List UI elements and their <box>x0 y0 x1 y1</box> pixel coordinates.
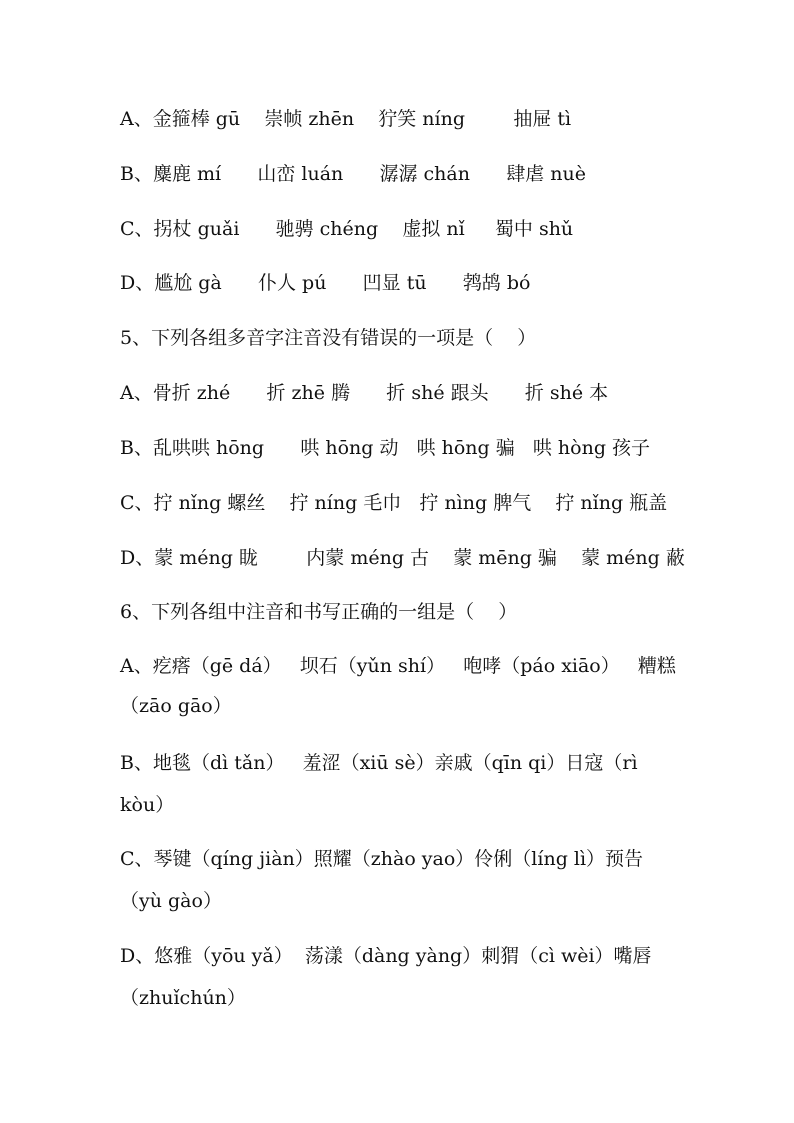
option-text: 地毯（dì tǎn） 羞涩（xiū sè）亲戚（qīn qi）日寇（rì kòu） <box>120 752 638 816</box>
q4-option-a <box>120 108 680 130</box>
option-label: B、 <box>120 752 153 774</box>
q5-option-a <box>120 382 680 404</box>
option-text: 悠雅（yōu yǎ） 荡漾（dàng yàng）刺猬（cì wèi）嘴唇（zhuǐchún） <box>120 945 652 1009</box>
option-label: C、 <box>120 848 154 870</box>
option-label: D、 <box>120 272 155 294</box>
option-label: C、 <box>120 492 154 514</box>
option-text: 乱哄哄 hōng 哄 hōng 动 哄 hōng 骗 哄 hòng 孩子 <box>152 437 651 459</box>
option-label: C、 <box>120 218 154 240</box>
q6-option-a <box>120 646 680 726</box>
option-text: 琴键（qíng jiàn）照耀（zhào yao）伶俐（líng lì）预告（yù gào） <box>120 848 644 912</box>
q5-stem: 5、下列各组多音字注音没有错误的一项是（ ） <box>120 327 537 349</box>
option-text: 骨折 zhé 折 zhē 腾 折 shé 跟头 折 shé 本 <box>152 382 609 404</box>
q6-stem: 6、下列各组中注音和书写正确的一组是（ ） <box>120 601 518 623</box>
q4-option-d <box>120 272 680 294</box>
q6-option-d <box>120 935 680 1019</box>
option-text: 拧 nǐng 螺丝 拧 níng 毛巾 拧 nìng 脾气 拧 nǐng 瓶盖 <box>153 492 668 514</box>
option-label: B、 <box>120 437 153 459</box>
option-label: A、 <box>120 382 153 404</box>
option-text: 尴尬 gà 仆人 pú 凹显 tū 鹁鸪 bó <box>154 272 531 294</box>
q5-option-c <box>120 492 680 514</box>
q5-option-d <box>120 547 685 569</box>
q5-option-b <box>120 437 680 459</box>
option-text: 麋鹿 mí 山峦 luán 潺潺 chán 肆虐 nuè <box>152 163 586 185</box>
option-label: A、 <box>120 108 153 130</box>
q4-option-c <box>120 218 680 240</box>
option-text: 疙瘩（gē dá） 坝石（yǔn shí） 咆哮（páo xiāo） 糟糕（zāo gāo） <box>120 655 676 717</box>
q4-option-b <box>120 163 680 185</box>
option-label: B、 <box>120 163 153 185</box>
option-text: 蒙 méng 眬 内蒙 méng 古 蒙 mēng 骗 蒙 méng 蔽 <box>154 547 685 569</box>
option-text: 拐杖 guǎi 驰骋 chéng 虚拟 nǐ 蜀中 shǔ <box>153 218 574 240</box>
option-text: 金箍棒 gū 崇帧 zhēn 狞笑 níng 抽屉 tì <box>152 108 572 130</box>
option-label: D、 <box>120 945 155 967</box>
q6-option-b <box>120 742 680 826</box>
option-label: A、 <box>120 655 153 677</box>
option-label: D、 <box>120 547 155 569</box>
q6-option-c <box>120 838 680 922</box>
